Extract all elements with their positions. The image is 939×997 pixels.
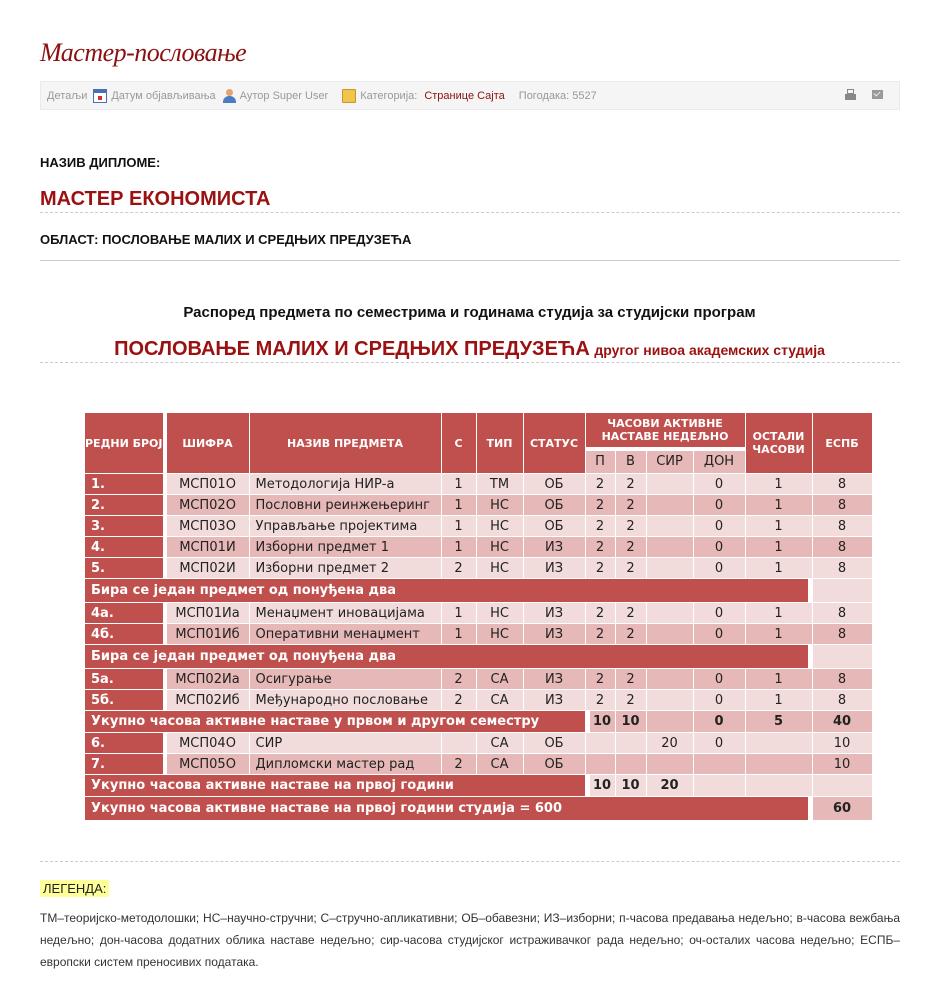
cell-type: СА	[477, 669, 524, 690]
cell-sem: 2	[442, 558, 477, 579]
cell-ects: 10	[813, 754, 873, 775]
total-ects	[813, 775, 873, 797]
cell-ects: 8	[813, 495, 873, 516]
cell-status: ОБ	[524, 733, 586, 754]
table-row	[85, 669, 873, 690]
col-header-active-hours: ЧАСОВИ АКТИВНЕ НАСТАВЕ НЕДЕЉНО	[586, 413, 746, 451]
cell-no: 6.	[85, 733, 167, 754]
cell-other: 1	[746, 558, 813, 579]
course-schedule-table	[85, 413, 873, 821]
cell-ects: 8	[813, 474, 873, 495]
cell-type: СА	[477, 690, 524, 711]
cell-don: 0	[694, 474, 746, 495]
cell-code: МСП04О	[167, 733, 250, 754]
col-header-name: НАЗИВ ПРЕДМЕТА	[250, 413, 442, 474]
details-label: Детаљи	[47, 89, 88, 102]
total-ects: 60	[813, 797, 873, 821]
cell-ects: 8	[813, 690, 873, 711]
user-icon	[222, 89, 236, 103]
col-header-no: РЕДНИ БРОЈ	[85, 413, 167, 474]
cell-ects: 8	[813, 603, 873, 624]
cell-no: 4а.	[85, 603, 167, 624]
table-row	[85, 537, 873, 558]
table-row	[85, 603, 873, 624]
total-label: Укупно часова активне наставе у првом и другом семестру	[85, 711, 586, 733]
cell-v: 2	[616, 558, 647, 579]
cell-status: ОБ	[524, 516, 586, 537]
cell-no: 7.	[85, 754, 167, 775]
category-label: Категорија:	[360, 89, 418, 102]
cell-p: 2	[586, 624, 616, 645]
cell-name: Пословни реинжењеринг	[250, 495, 442, 516]
cell-other	[746, 754, 813, 775]
cell-p: 2	[586, 669, 616, 690]
cell-ects: 8	[813, 669, 873, 690]
cell-sir	[647, 495, 694, 516]
cell-name: Осигурање	[250, 669, 442, 690]
cell-no: 5.	[85, 558, 167, 579]
cell-v: 2	[616, 516, 647, 537]
choose-one-note: Бира се један предмет од понуђена два	[85, 579, 813, 603]
cell-no: 4б.	[85, 624, 167, 645]
print-icon[interactable]	[845, 89, 856, 100]
cell-sem: 1	[442, 474, 477, 495]
cell-sem: 1	[442, 603, 477, 624]
table-row	[85, 558, 873, 579]
col-header-semester: С	[442, 413, 477, 474]
cell-sir	[647, 537, 694, 558]
cell-p: 2	[586, 537, 616, 558]
cell-sir: 20	[647, 733, 694, 754]
cell-name: Дипломски мастер рад	[250, 754, 442, 775]
col-header-type: ТИП	[477, 413, 524, 474]
total-don	[694, 775, 746, 797]
cell-sem: 1	[442, 516, 477, 537]
cell-status: ИЗ	[524, 537, 586, 558]
total-v: 10	[616, 711, 647, 733]
cell-ects: 8	[813, 558, 873, 579]
total-row-total-year	[85, 775, 873, 797]
cell-other: 1	[746, 624, 813, 645]
choose-one-row	[85, 645, 873, 669]
article-info-bar	[40, 81, 900, 110]
cell-no: 2.	[85, 495, 167, 516]
col-header-don: ДОН	[694, 451, 746, 474]
diploma-label: НАЗИВ ДИПЛОМЕ:	[40, 155, 161, 170]
cell-sem: 1	[442, 495, 477, 516]
cell-don: 0	[694, 624, 746, 645]
empty-cell	[813, 579, 873, 603]
table-row	[85, 690, 873, 711]
cell-type: НС	[477, 495, 524, 516]
cell-v: 2	[616, 603, 647, 624]
cell-code: МСП02И	[167, 558, 250, 579]
total-other	[746, 775, 813, 797]
table-row	[85, 474, 873, 495]
total-sir: 20	[647, 775, 694, 797]
cell-don: 0	[694, 669, 746, 690]
total-ects: 40	[813, 711, 873, 733]
total-don: 0	[694, 711, 746, 733]
cell-sem: 2	[442, 754, 477, 775]
cell-don	[694, 754, 746, 775]
cell-ects: 8	[813, 537, 873, 558]
cell-type: НС	[477, 624, 524, 645]
author-label: Аутор Super User	[239, 89, 329, 102]
cell-ects: 8	[813, 516, 873, 537]
cell-ects: 10	[813, 733, 873, 754]
cell-other: 1	[746, 495, 813, 516]
total-label: Укупно часова активне наставе на првој години	[85, 775, 586, 797]
cell-v: 2	[616, 669, 647, 690]
diploma-name: МАСТЕР ЕКОНОМИСТА	[40, 188, 271, 210]
cell-code: МСП01И	[167, 537, 250, 558]
cell-code: МСП05О	[167, 754, 250, 775]
cell-code: МСП01Иб	[167, 624, 250, 645]
cell-code: МСП02Иа	[167, 669, 250, 690]
table-row	[85, 495, 873, 516]
cell-sir	[647, 603, 694, 624]
cell-sir	[647, 516, 694, 537]
total-row-study	[85, 797, 873, 821]
cell-p: 2	[586, 474, 616, 495]
table-row	[85, 624, 873, 645]
col-header-other-hours: ОСТАЛИ ЧАСОВИ	[746, 413, 813, 474]
col-header-code: ШИФРА	[167, 413, 250, 474]
cell-code: МСП01О	[167, 474, 250, 495]
cell-name: Изборни предмет 2	[250, 558, 442, 579]
cell-status: ОБ	[524, 495, 586, 516]
cell-other: 1	[746, 603, 813, 624]
cell-no: 5б.	[85, 690, 167, 711]
col-header-v: В	[616, 451, 647, 474]
program-level: другог нивоа академских студија	[594, 342, 825, 358]
cell-sem: 1	[442, 624, 477, 645]
cell-sir	[647, 669, 694, 690]
category-link[interactable]: Странице Сајта	[424, 89, 505, 102]
cell-sir	[647, 474, 694, 495]
cell-don: 0	[694, 690, 746, 711]
cell-other: 1	[746, 474, 813, 495]
folder-icon	[342, 89, 356, 103]
cell-status: ИЗ	[524, 669, 586, 690]
cell-status: ОБ	[524, 754, 586, 775]
cell-name: Међународно пословање	[250, 690, 442, 711]
cell-code: МСП01Иа	[167, 603, 250, 624]
cell-type: НС	[477, 516, 524, 537]
article-actions	[845, 89, 887, 100]
cell-sem: 2	[442, 690, 477, 711]
cell-don: 0	[694, 558, 746, 579]
cell-sir	[647, 558, 694, 579]
cell-p: 2	[586, 495, 616, 516]
email-icon[interactable]	[872, 90, 883, 99]
cell-v: 2	[616, 690, 647, 711]
cell-type: СА	[477, 733, 524, 754]
cell-p: 2	[586, 690, 616, 711]
cell-code: МСП03О	[167, 516, 250, 537]
cell-status: ИЗ	[524, 690, 586, 711]
divider	[40, 861, 900, 862]
empty-cell	[813, 645, 873, 669]
cell-other: 1	[746, 690, 813, 711]
cell-type: СА	[477, 754, 524, 775]
cell-sem	[442, 733, 477, 754]
col-header-ects: ЕСПБ	[813, 413, 873, 474]
cell-no: 3.	[85, 516, 167, 537]
cell-sir	[647, 624, 694, 645]
cell-don: 0	[694, 733, 746, 754]
cell-status: ИЗ	[524, 603, 586, 624]
program-heading	[0, 338, 939, 361]
cell-p	[586, 733, 616, 754]
cell-type: НС	[477, 558, 524, 579]
cell-v: 2	[616, 624, 647, 645]
cell-no: 1.	[85, 474, 167, 495]
cell-sem: 2	[442, 669, 477, 690]
legend-title: ЛЕГЕНДА:	[40, 880, 109, 897]
total-v: 10	[616, 775, 647, 797]
cell-sem: 1	[442, 537, 477, 558]
cell-p: 2	[586, 558, 616, 579]
cell-don: 0	[694, 516, 746, 537]
cell-don: 0	[694, 537, 746, 558]
cell-name: Методологија НИР-а	[250, 474, 442, 495]
cell-code: МСП02О	[167, 495, 250, 516]
cell-type: НС	[477, 537, 524, 558]
schedule-title: Распоред предмета по семестрима и годинама студија за студијски програм	[183, 304, 756, 321]
hits-count: Погодака: 5527	[518, 89, 597, 102]
cell-sir	[647, 754, 694, 775]
cell-v: 2	[616, 537, 647, 558]
cell-other: 1	[746, 537, 813, 558]
cell-status: ИЗ	[524, 558, 586, 579]
divider	[40, 260, 900, 261]
table-row	[85, 516, 873, 537]
col-header-sir: СИР	[647, 451, 694, 474]
cell-type: НС	[477, 603, 524, 624]
legend-text: ТМ–теоријско-методолошки; НС–научно-стручни; С–стручно-апликативни; ОБ–обавезни; ИЗ–изборни; п-часова предавања недељно; в-часова вежбања недељно; дон-часова додатних облика наставе недељно; сир-часова студијског истраживачког рада недељно; оч-осталих часова недељно; ЕСПБ–европски систем преносивих података.	[40, 911, 900, 969]
cell-v	[616, 754, 647, 775]
area-label: ОБЛАСТ: ПОСЛОВАЊЕ МАЛИХ И СРЕДЊИХ ПРЕДУЗЕЋА	[40, 232, 412, 247]
total-p: 10	[586, 711, 616, 733]
total-sir	[647, 711, 694, 733]
total-other: 5	[746, 711, 813, 733]
cell-name: Оперативни менаџмент	[250, 624, 442, 645]
cell-v: 2	[616, 474, 647, 495]
cell-sir	[647, 690, 694, 711]
cell-don: 0	[694, 603, 746, 624]
cell-v: 2	[616, 495, 647, 516]
total-label: Укупно часова активне наставе на првој години студија = 600	[85, 797, 813, 821]
cell-p: 2	[586, 603, 616, 624]
cell-other: 1	[746, 516, 813, 537]
col-header-p: П	[586, 451, 616, 474]
col-header-status: СТАТУС	[524, 413, 586, 474]
cell-code: МСП02Иб	[167, 690, 250, 711]
choose-one-row	[85, 579, 873, 603]
divider	[40, 362, 900, 363]
cell-don: 0	[694, 495, 746, 516]
choose-one-note: Бира се један предмет од понуђена два	[85, 645, 813, 669]
cell-type: ТМ	[477, 474, 524, 495]
table-row	[85, 754, 873, 775]
cell-p: 2	[586, 516, 616, 537]
cell-no: 5а.	[85, 669, 167, 690]
published-date-label: Датум објављивања	[111, 89, 216, 102]
cell-no: 4.	[85, 537, 167, 558]
divider	[40, 212, 900, 213]
program-name: ПОСЛОВАЊЕ МАЛИХ И СРЕДЊИХ ПРЕДУЗЕЋА	[114, 338, 590, 360]
cell-v	[616, 733, 647, 754]
cell-other: 1	[746, 669, 813, 690]
cell-p	[586, 754, 616, 775]
cell-name: СИР	[250, 733, 442, 754]
cell-other	[746, 733, 813, 754]
cell-ects: 8	[813, 624, 873, 645]
cell-name: Изборни предмет 1	[250, 537, 442, 558]
cell-status: ОБ	[524, 474, 586, 495]
total-row-total-sem	[85, 711, 873, 733]
table-row	[85, 733, 873, 754]
page-title: Мастер-пословање	[40, 38, 247, 67]
total-p: 10	[586, 775, 616, 797]
cell-name: Менаџмент иновацијама	[250, 603, 442, 624]
cell-name: Управљање пројектима	[250, 516, 442, 537]
calendar-icon	[93, 89, 107, 103]
cell-status: ИЗ	[524, 624, 586, 645]
